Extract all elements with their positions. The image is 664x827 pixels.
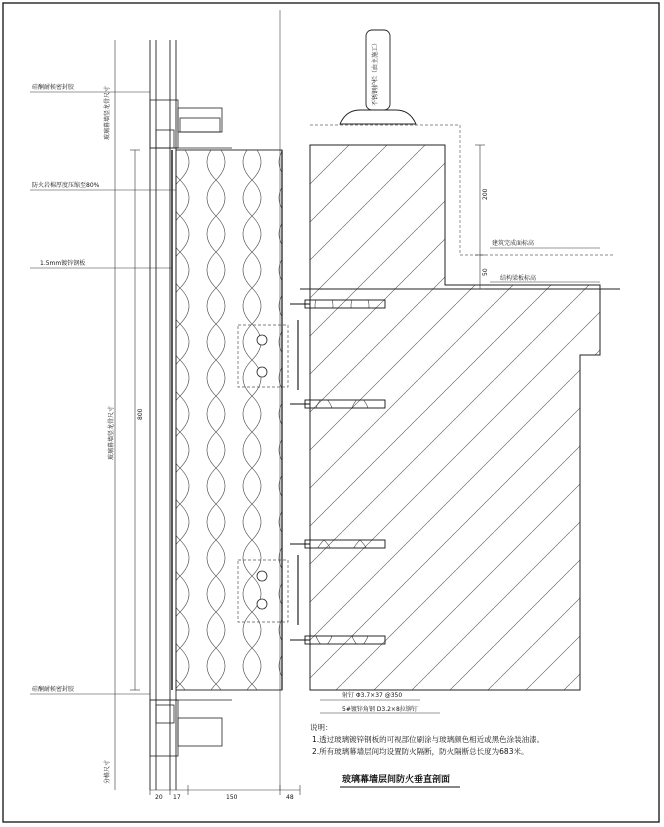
notes-line2: 2.所有玻璃幕墙层间均设置防火隔断，防火隔断总长度为683米。 <box>312 747 529 756</box>
label-anchor: 射钉 Φ3.7×37 @350 <box>342 692 403 699</box>
label-angle: 5#镀锌角钢 D3.2×8拉铆钉 <box>342 706 418 713</box>
dim-800: 800 <box>137 408 144 420</box>
transom-bottom <box>150 700 232 756</box>
dim-200: 200 <box>482 188 489 200</box>
label-fire-insulation: 防火岩棉厚度压缩至80% <box>32 182 100 189</box>
drawing-title: 玻璃幕墙层间防火垂直剖面 <box>342 775 451 785</box>
label-sealant-top: 硅酮耐候密封胶 <box>32 84 75 91</box>
dim-bottom-20: 20 <box>155 794 163 801</box>
label-sealant-bottom: 硅酮耐候密封胶 <box>32 686 75 693</box>
transom-top <box>150 100 232 148</box>
dim-50: 50 <box>482 268 489 276</box>
dim-bottom-150: 150 <box>226 794 238 801</box>
label-floor-size: 分格尺寸 <box>104 759 111 784</box>
label-glass-mullion-top: 玻璃幕墙竖龙骨尺寸 <box>104 85 111 140</box>
dim-bottom-48: 48 <box>286 794 294 801</box>
notes-heading: 说明： <box>310 723 333 732</box>
label-structure-level: 结构梁板标高 <box>500 275 537 282</box>
notes-line1: 1.透过玻璃镀锌钢板的可视部位刷涂与玻璃颜色相近或黑色涂装油漆。 <box>312 735 545 744</box>
dim-bottom-17: 17 <box>173 794 181 801</box>
concrete-slab <box>310 145 600 690</box>
label-building-finish: 建筑完成面标高 <box>492 240 535 247</box>
label-steel-plate: 1.5mm镀锌钢板 <box>40 260 86 267</box>
label-pipe: 不锈钢护栏（由主施工） <box>372 39 379 106</box>
fire-insulation <box>176 150 282 690</box>
label-glass-mullion-mid: 玻璃幕墙竖龙骨尺寸 <box>108 405 115 460</box>
